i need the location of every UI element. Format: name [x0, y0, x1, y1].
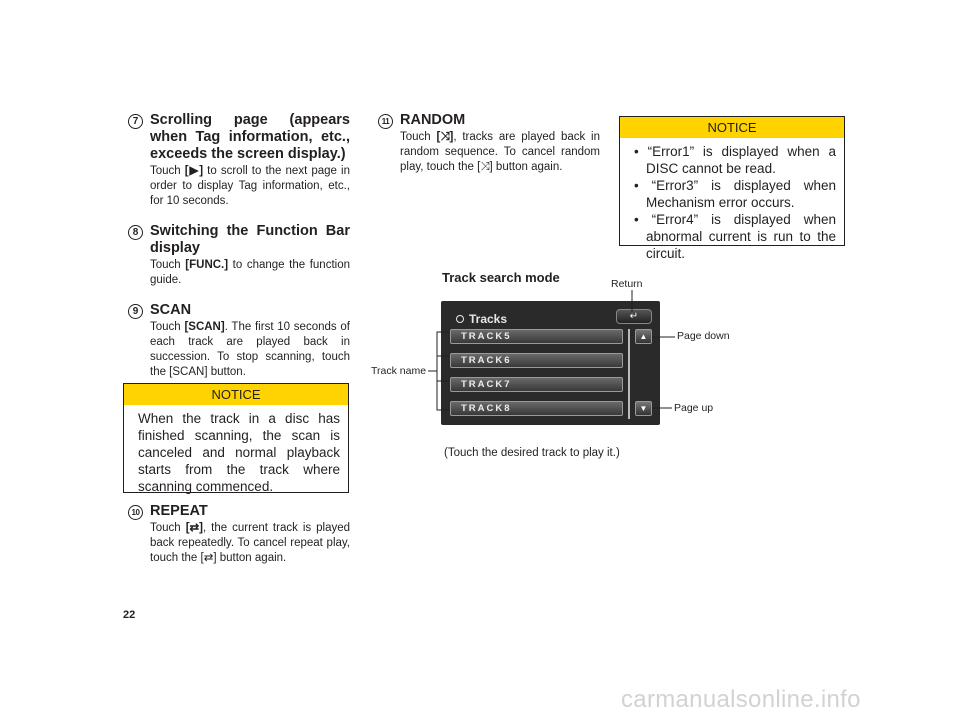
item-heading: RANDOM	[400, 112, 466, 128]
figure-caption: (Touch the desired track to play it.)	[444, 447, 620, 459]
item-number: 11	[378, 114, 393, 129]
item-heading: REPEAT	[150, 503, 208, 519]
notice-title: NOTICE	[620, 117, 844, 138]
repeat-section	[128, 503, 350, 580]
item-number: 10	[128, 505, 143, 520]
item-scrolling-page	[128, 112, 350, 209]
middle-column	[378, 112, 600, 189]
page-number: 22	[123, 609, 136, 621]
item-repeat	[128, 503, 350, 566]
callout-return: Return	[611, 278, 643, 290]
item-heading: SCAN	[150, 302, 192, 318]
item-scan	[128, 302, 350, 380]
track-search-screen	[441, 301, 660, 425]
screen-title: Tracks	[456, 312, 507, 326]
item-number: 8	[128, 225, 143, 240]
notice-text: When the track in a disc has finished scanning, the scan is canceled and normal playback starts from the track where scanning commenced.	[138, 411, 340, 494]
notice-bullets	[620, 138, 844, 268]
item-number: 9	[128, 304, 143, 319]
callout-page-up: Page up	[674, 402, 714, 414]
track-item[interactable]: TRACK5	[450, 329, 623, 344]
chevron-down-icon: ▼	[639, 404, 648, 413]
notice-bullet: • “Error4” is displayed when abnormal current is run to the circuit.	[634, 212, 836, 261]
item-body: Touch [⇄], the current track is played back repeatedly. To cancel repeat play, touch the [⇄] button again.	[150, 522, 351, 564]
item-body: Touch [⤨], tracks are played back in random sequence. To cancel random play, touch the [⤨] button again.	[400, 131, 600, 173]
notice-box-errors	[619, 116, 845, 261]
item-random	[378, 112, 600, 175]
page-up-button[interactable]	[635, 401, 652, 416]
track-item[interactable]: TRACK8	[450, 401, 623, 416]
notice-bullet: • “Error1” is displayed when a DISC cannot be read.	[634, 144, 836, 176]
watermark: carmanualsonline.info	[621, 686, 861, 713]
item-function-bar	[128, 223, 350, 288]
item-body: Touch [▶] to scroll to the next page in order to display Tag information, etc., for 10 seconds.	[150, 165, 350, 207]
callout-page-down: Page down	[677, 330, 730, 342]
callout-track-name: Track name	[371, 365, 427, 377]
item-heading: Switching the Function Bar display	[150, 223, 350, 256]
figure-title: Track search mode	[442, 270, 560, 285]
track-item[interactable]: TRACK6	[450, 353, 623, 368]
page-down-button[interactable]	[635, 329, 652, 344]
chevron-up-icon: ▲	[639, 332, 648, 341]
item-body: Touch [SCAN]. The first 10 seconds of each track are played back in succession. To stop scanning, touch the [SCAN] button.	[150, 321, 350, 378]
search-icon	[456, 315, 464, 323]
item-body: Touch [FUNC.] to change the function guide.	[150, 259, 350, 286]
notice-title: NOTICE	[124, 384, 348, 405]
notice-bullet: • “Error3” is displayed when Mechanism error occurs.	[634, 178, 836, 210]
return-button[interactable]: ↵	[616, 309, 652, 324]
repeat-icon: [⇄]	[185, 522, 203, 534]
item-number: 7	[128, 114, 143, 129]
item-heading: Scrolling page (appears when Tag information, etc., exceeds the screen display.)	[150, 112, 350, 162]
track-item[interactable]: TRACK7	[450, 377, 623, 392]
random-icon: [⤨]	[436, 131, 454, 143]
left-column	[128, 112, 350, 394]
scrollbar	[628, 329, 630, 419]
notice-box-scan	[123, 383, 349, 493]
